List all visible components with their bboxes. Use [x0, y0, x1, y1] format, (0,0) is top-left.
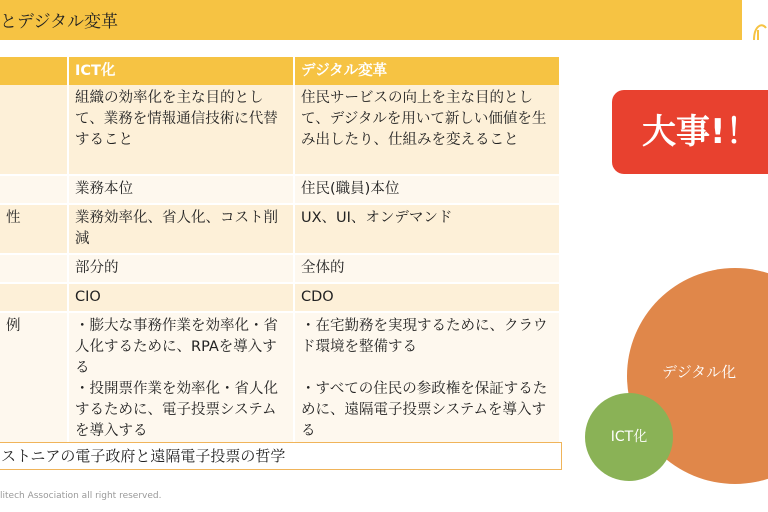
row-label [0, 175, 68, 204]
dx-example-1: ・在宅勤務を実現するために、クラウド環境を整備する [301, 318, 548, 355]
venn-ict-label: ICT化 [610, 429, 648, 445]
cell-ict: 部分的 [68, 254, 294, 283]
row-label [0, 254, 68, 283]
table-row [0, 85, 560, 175]
row-label: 例 [0, 312, 68, 446]
table-row [0, 312, 560, 446]
row-label: 性 [0, 204, 68, 254]
copyright-text: litech Association all right reserved. [0, 491, 162, 501]
header-dx: デジタル変革 [294, 57, 560, 85]
table-row [0, 175, 560, 204]
cell-ict [68, 312, 294, 446]
venn-ict-circle [585, 393, 673, 481]
header-ict: ICT化 [68, 57, 294, 85]
cell-dx: 全体的 [294, 254, 560, 283]
cell-dx [294, 312, 560, 446]
table-row [0, 254, 560, 283]
cell-ict: CIO [68, 283, 294, 312]
badge-text: 大事!！ [642, 112, 760, 152]
spacer [301, 358, 553, 379]
row-label [0, 283, 68, 312]
table-row [0, 283, 560, 312]
slide-title: とデジタル変革 [0, 12, 118, 32]
cell-ict: 組織の効率化を主な目的として、業務を情報通信技術に代替すること [68, 85, 294, 175]
table-row [0, 204, 560, 254]
cell-dx: CDO [294, 283, 560, 312]
ict-example-2: ・投開票作業を効率化・省人化するために、電子投票システムを導入する [75, 381, 278, 439]
cell-ict: 業務本位 [68, 175, 294, 204]
header-blank-cell [0, 57, 68, 85]
cell-dx: UX、UI、オンデマンド [294, 204, 560, 254]
ict-example-1: ・膨大な事務作業を効率化・省人化するために、RPAを導入する [75, 318, 278, 376]
important-badge [612, 90, 768, 174]
comparison-table [0, 57, 561, 447]
row-label [0, 85, 68, 175]
venn-digitalization-label: デジタル化 [662, 363, 737, 381]
cell-dx: 住民サービスの向上を主な目的として、デジタルを用いて新しい価値を生み出したり、仕組みを変えること [294, 85, 560, 175]
cell-dx: 住民(職員)本位 [294, 175, 560, 204]
brand-logo-icon [752, 20, 768, 42]
source-caption: ストニアの電子政府と遠隔電子投票の哲学 [0, 442, 562, 470]
cell-ict: 業務効率化、省人化、コスト削減 [68, 204, 294, 254]
dx-example-2: ・すべての住民の参政権を保証するために、遠隔電子投票システムを導入する [301, 381, 548, 439]
